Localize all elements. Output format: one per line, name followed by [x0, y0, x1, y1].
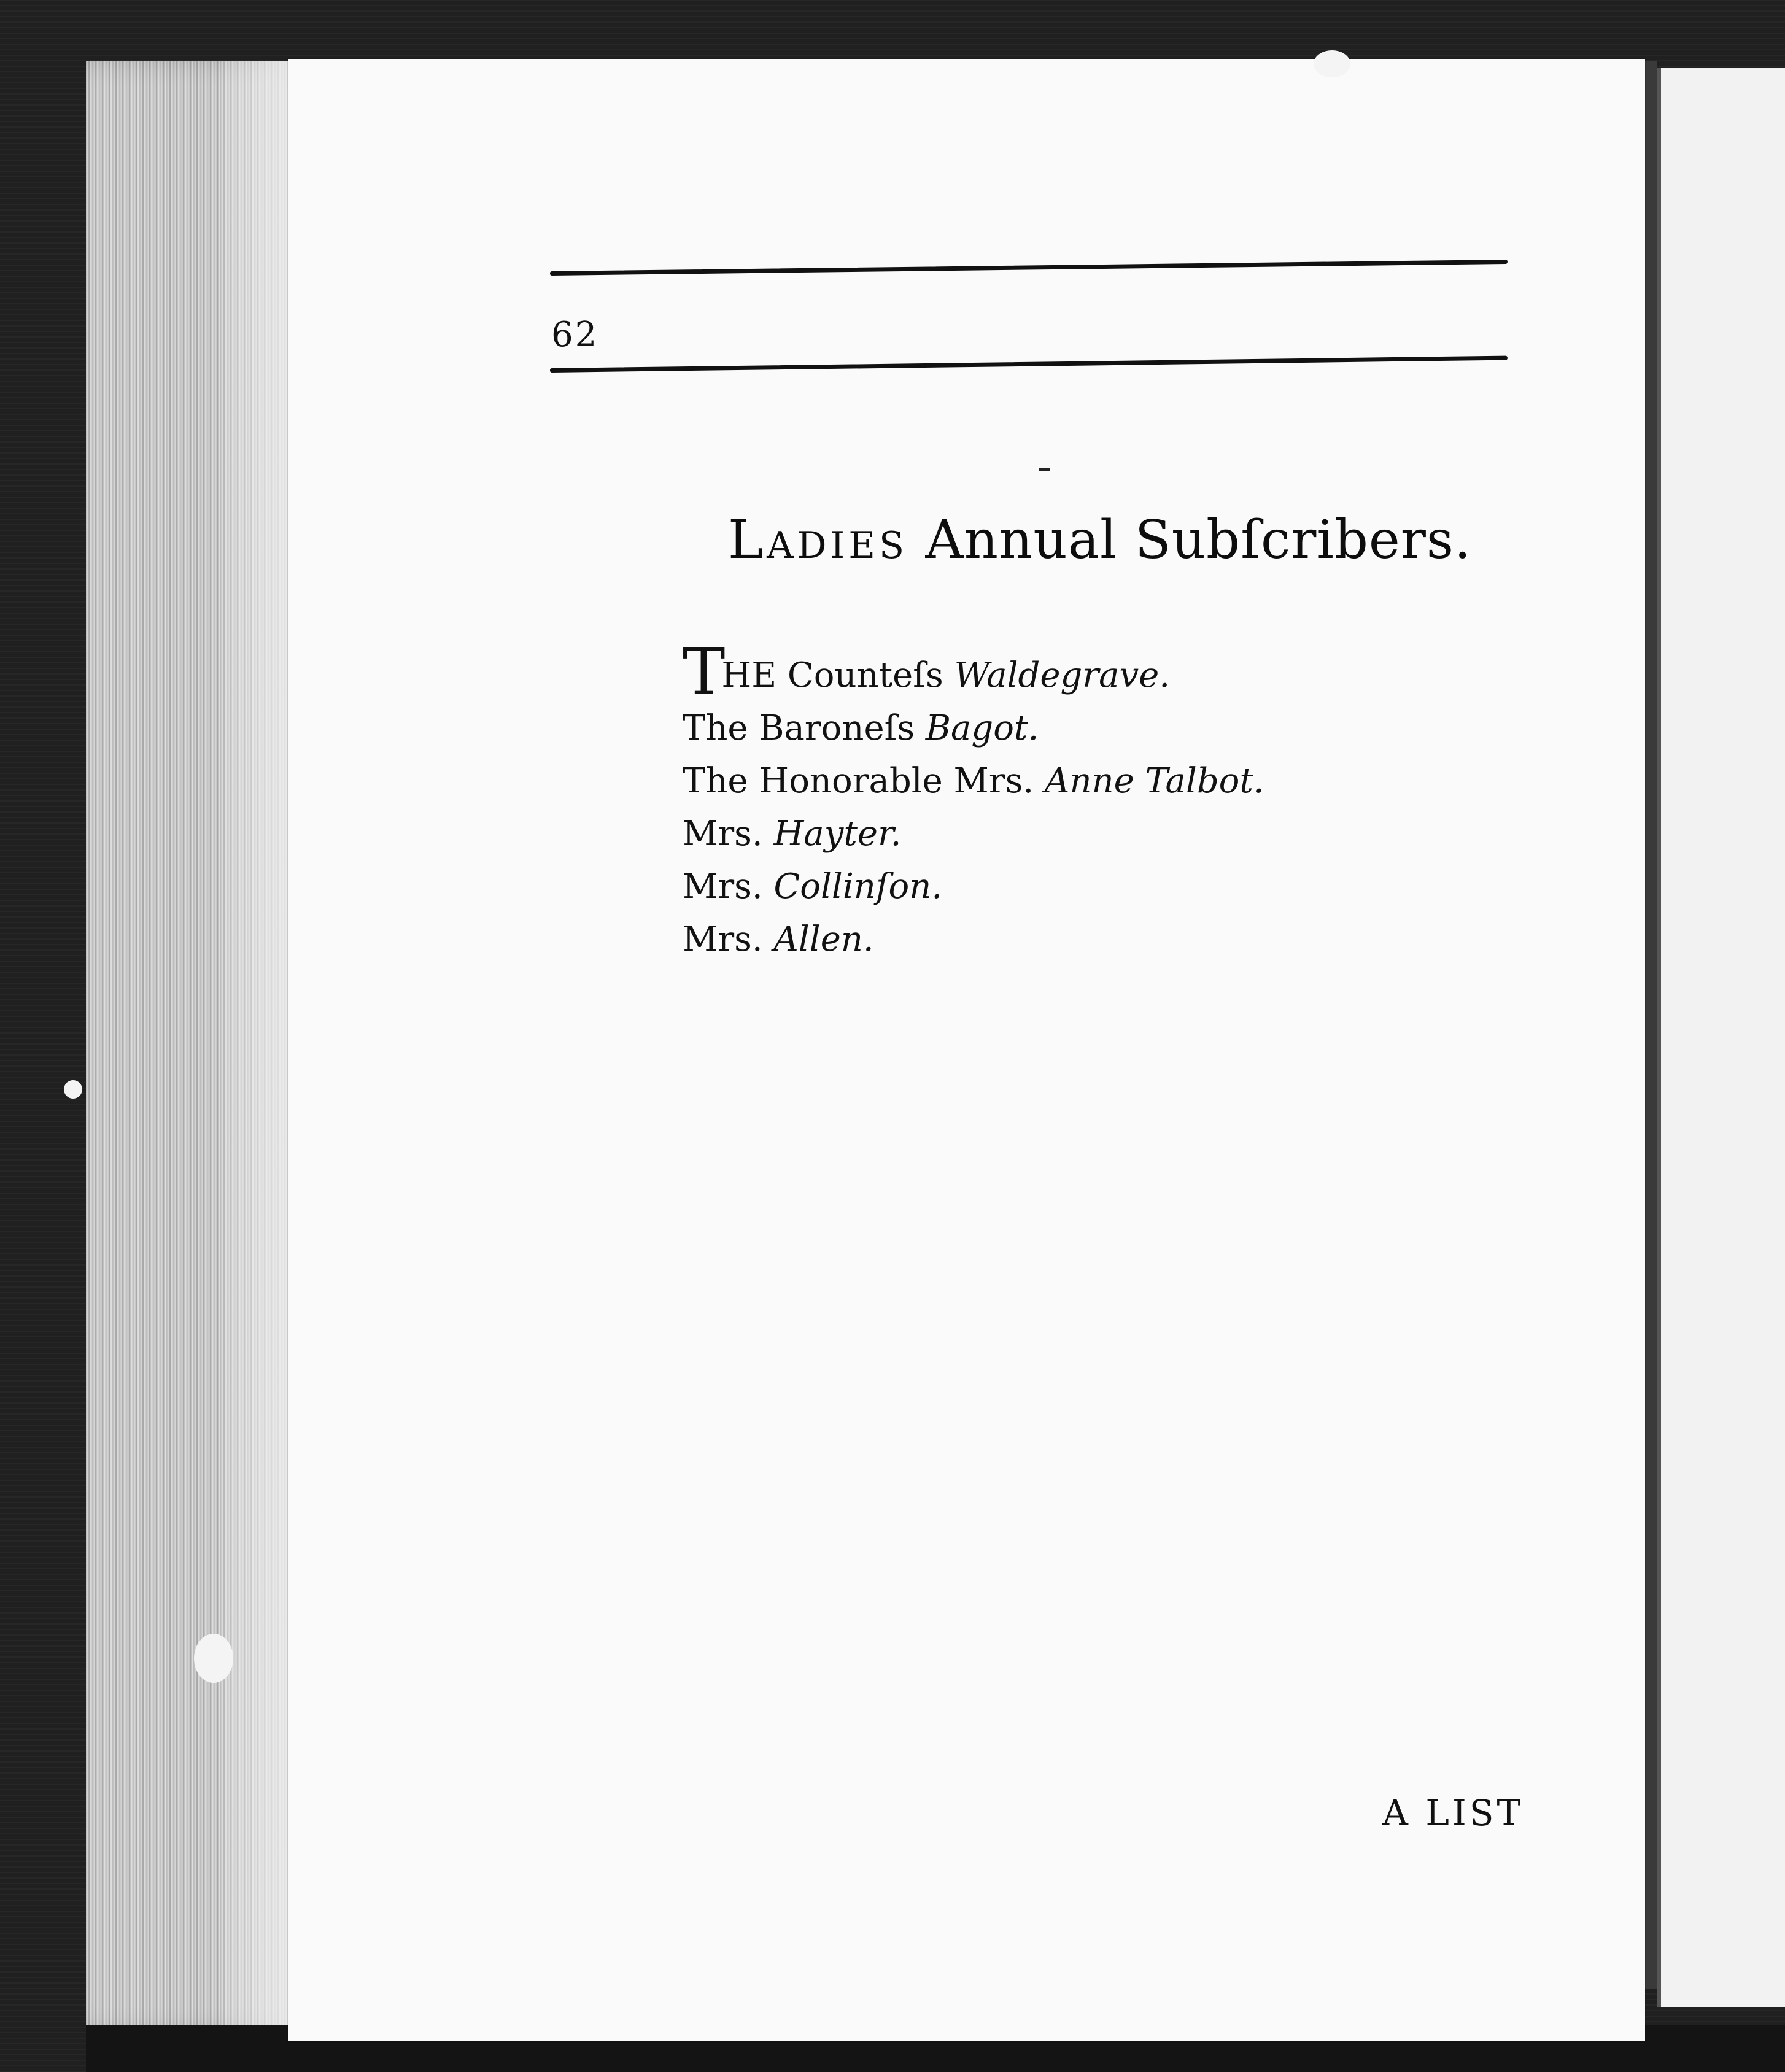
list-item [683, 913, 1264, 966]
entry-name: Bagot. [925, 708, 1039, 748]
entry-prefix: Mrs. [683, 814, 774, 854]
entry-prefix: The Honorable Mrs. [683, 761, 1045, 801]
entry-prefix: Mrs. [683, 919, 774, 959]
page-number: 62 [551, 315, 599, 355]
section-title-smallcaps: Ladies [728, 509, 908, 571]
entry-prefix: Mrs. [683, 867, 774, 906]
list-item [683, 808, 1264, 860]
list-item [683, 702, 1264, 755]
entry-name: Anne Talbot. [1045, 761, 1264, 801]
paper-blot [1314, 50, 1350, 77]
entry-name: Hayter. [773, 814, 902, 854]
book-page-edges [86, 61, 307, 2031]
page-gutter-shadow [1645, 61, 1657, 1989]
ornament-mark [1039, 468, 1050, 471]
catchword: A LIST [1382, 1792, 1524, 1834]
entry-name: Waldegrave. [954, 655, 1171, 695]
paper-blot [194, 1634, 233, 1683]
section-title-rest: Annual Subſcribers. [908, 509, 1472, 571]
entry-name: Allen. [773, 919, 874, 959]
drop-cap: T [683, 635, 722, 709]
list-item [683, 635, 1264, 709]
list-item [683, 755, 1264, 808]
section-title [728, 509, 1471, 571]
entry-prefix: The Baroneſs [683, 708, 926, 748]
paper-blot [64, 1080, 82, 1099]
entry-name: Collinſon. [773, 867, 943, 906]
list-item [683, 860, 1264, 913]
facing-page-sliver [1657, 68, 1785, 2007]
entry-prefix: HE Counteſs [721, 655, 954, 695]
subscriber-list [683, 635, 1264, 966]
